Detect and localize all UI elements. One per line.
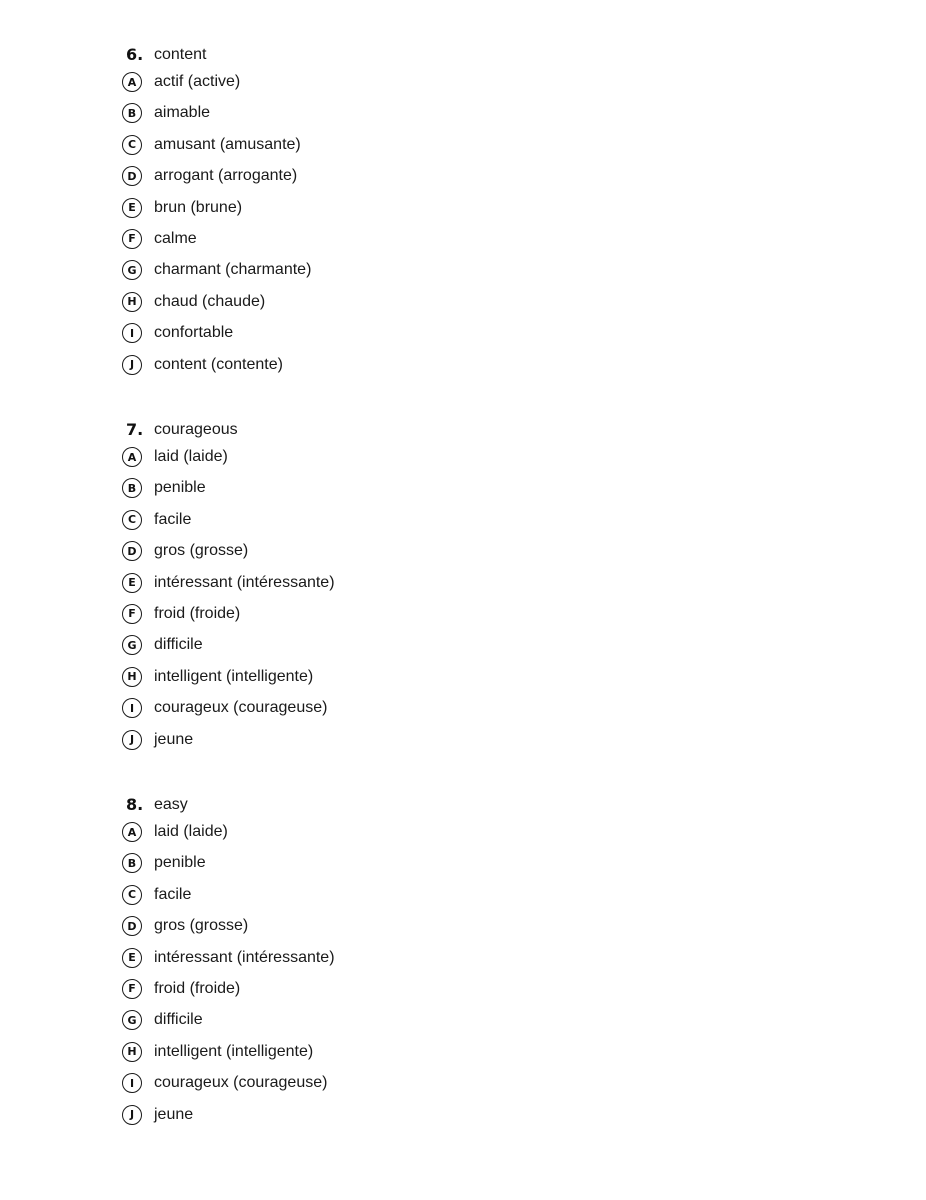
question-prompt: easy <box>154 796 188 813</box>
answer-option-b[interactable] <box>120 102 620 133</box>
option-label: difficile <box>154 636 203 654</box>
option-bubble[interactable]: A <box>122 447 142 467</box>
option-label: calme <box>154 229 197 247</box>
option-label: froid (froide) <box>154 979 241 997</box>
question-7 <box>120 419 620 760</box>
answer-options <box>120 446 620 760</box>
option-label: jeune <box>154 730 194 748</box>
question-prompt: content <box>154 46 207 63</box>
option-label: brun (brune) <box>154 198 243 216</box>
option-label: confortable <box>154 324 234 342</box>
question-number: 8. <box>126 795 144 814</box>
answer-option-i[interactable] <box>120 697 620 728</box>
option-label: actif (active) <box>154 73 241 90</box>
option-bubble[interactable]: J <box>122 1105 142 1125</box>
option-bubble[interactable]: D <box>122 166 142 186</box>
option-bubble[interactable]: J <box>122 355 142 375</box>
answer-option-g[interactable] <box>120 1009 620 1040</box>
question-header <box>120 419 620 441</box>
option-label: jeune <box>154 1105 194 1123</box>
option-bubble[interactable]: B <box>122 103 142 123</box>
answer-option-j[interactable] <box>120 1104 620 1135</box>
option-bubble[interactable]: A <box>122 822 142 842</box>
option-bubble[interactable]: G <box>122 260 142 280</box>
option-label: penible <box>154 854 206 872</box>
answer-option-e[interactable] <box>120 572 620 603</box>
question-header <box>120 44 620 66</box>
option-bubble[interactable]: D <box>122 916 142 936</box>
answer-options <box>120 71 620 385</box>
answer-option-c[interactable] <box>120 509 620 540</box>
answer-option-i[interactable] <box>120 322 620 353</box>
option-bubble[interactable]: F <box>122 229 142 249</box>
answer-option-h[interactable] <box>120 1041 620 1072</box>
answer-options <box>120 821 620 1135</box>
question-number: 7. <box>126 420 144 439</box>
option-label: penible <box>154 479 206 497</box>
option-label: froid (froide) <box>154 604 241 622</box>
option-bubble[interactable]: G <box>122 635 142 655</box>
answer-option-a[interactable] <box>120 71 620 102</box>
option-bubble[interactable]: E <box>122 948 142 968</box>
option-label: intéressant (intéressante) <box>154 948 335 966</box>
option-bubble[interactable]: C <box>122 510 142 530</box>
option-bubble[interactable]: C <box>122 885 142 905</box>
question-number: 6. <box>126 45 144 64</box>
answer-option-d[interactable] <box>120 540 620 571</box>
answer-option-g[interactable] <box>120 634 620 665</box>
answer-option-b[interactable] <box>120 477 620 508</box>
option-bubble[interactable]: C <box>122 135 142 155</box>
answer-option-h[interactable] <box>120 291 620 322</box>
answer-option-a[interactable] <box>120 821 620 852</box>
option-label: courageux (courageuse) <box>154 1074 328 1092</box>
option-label: gros (grosse) <box>154 917 249 935</box>
answer-option-d[interactable] <box>120 915 620 946</box>
option-bubble[interactable]: F <box>122 979 142 999</box>
question-6 <box>120 44 620 385</box>
question-prompt: courageous <box>154 421 238 438</box>
answer-option-j[interactable] <box>120 729 620 760</box>
answer-option-j[interactable] <box>120 354 620 385</box>
answer-option-h[interactable] <box>120 666 620 697</box>
option-label: gros (grosse) <box>154 542 249 560</box>
option-label: facile <box>154 510 192 528</box>
answer-option-c[interactable] <box>120 134 620 165</box>
answer-option-a[interactable] <box>120 446 620 477</box>
option-bubble[interactable]: A <box>122 72 142 92</box>
option-label: difficile <box>154 1011 203 1029</box>
answer-option-i[interactable] <box>120 1072 620 1103</box>
answer-option-c[interactable] <box>120 884 620 915</box>
option-bubble[interactable]: H <box>122 292 142 312</box>
option-label: charmant (charmante) <box>154 261 312 279</box>
option-bubble[interactable]: E <box>122 573 142 593</box>
option-label: intelligent (intelligente) <box>154 1042 314 1060</box>
option-bubble[interactable]: E <box>122 198 142 218</box>
option-bubble[interactable]: J <box>122 730 142 750</box>
answer-option-f[interactable] <box>120 228 620 259</box>
option-label: courageux (courageuse) <box>154 699 328 717</box>
option-bubble[interactable]: I <box>122 698 142 718</box>
answer-option-f[interactable] <box>120 603 620 634</box>
option-bubble[interactable]: G <box>122 1010 142 1030</box>
option-label: laid (laide) <box>154 823 228 840</box>
answer-option-g[interactable] <box>120 259 620 290</box>
option-label: arrogant (arrogante) <box>154 167 298 185</box>
option-bubble[interactable]: B <box>122 478 142 498</box>
option-label: facile <box>154 885 192 903</box>
option-label: intéressant (intéressante) <box>154 573 335 591</box>
option-bubble[interactable]: H <box>122 667 142 687</box>
option-label: chaud (chaude) <box>154 292 266 310</box>
answer-option-d[interactable] <box>120 165 620 196</box>
option-bubble[interactable]: B <box>122 853 142 873</box>
answer-option-f[interactable] <box>120 978 620 1009</box>
option-bubble[interactable]: H <box>122 1042 142 1062</box>
option-bubble[interactable]: F <box>122 604 142 624</box>
answer-option-b[interactable] <box>120 852 620 883</box>
option-label: content (contente) <box>154 355 283 373</box>
option-label: laid (laide) <box>154 448 228 465</box>
question-8 <box>120 794 620 1135</box>
option-label: aimable <box>154 104 211 122</box>
option-bubble[interactable]: I <box>122 323 142 343</box>
answer-option-e[interactable] <box>120 947 620 978</box>
option-label: intelligent (intelligente) <box>154 667 314 685</box>
option-bubble[interactable]: D <box>122 541 142 561</box>
option-label: amusant (amusante) <box>154 135 301 153</box>
answer-option-e[interactable] <box>120 197 620 228</box>
option-bubble[interactable]: I <box>122 1073 142 1093</box>
question-header <box>120 794 620 816</box>
